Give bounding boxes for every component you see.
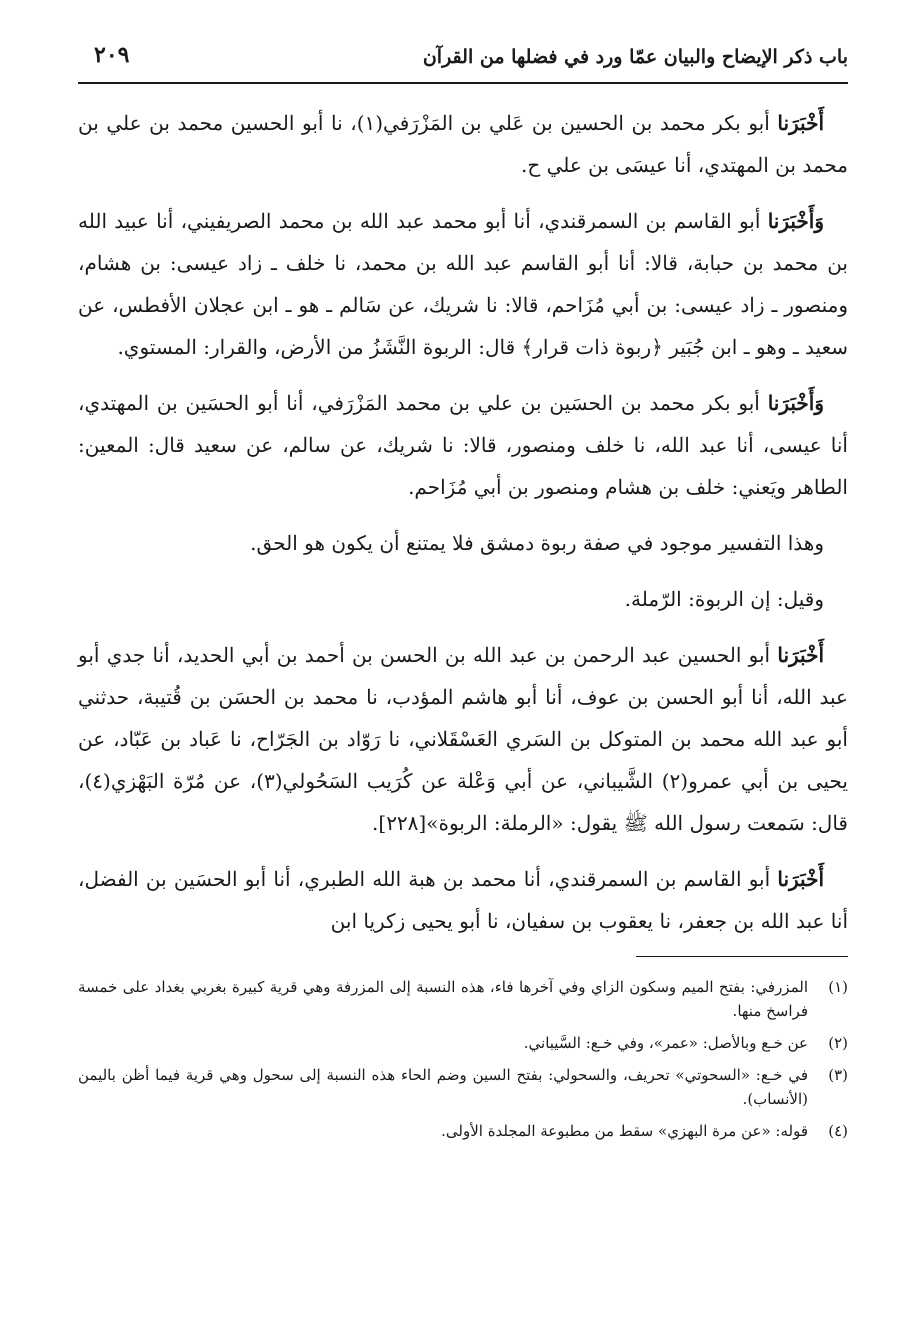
page-number: ٢٠٩ [94, 42, 130, 68]
paragraph [78, 634, 848, 844]
paragraph-lead: أَخْبَرَنا [777, 867, 824, 891]
main-text [78, 102, 848, 942]
footnote-number: (٢) [828, 1034, 848, 1052]
paragraph-text: أبو القاسم بن السمرقندي، أنا أبو محمد عبد الله بن محمد الصريفيني، أنا عبيد الله بن محمد بن حبابة، قالا: أنا أبو القاسم عبد الله بن محمد، نا خلف ـ زاد عيسى: بن هشام، ومنصور ـ زاد عيسى: بن أبي مُزَاحم، قالا: نا شريك، عن سَالم ـ هو ـ ابن عجلان الأفطس، عن سعيد ـ وهو ـ ابن جُبَير ﴿ربوة ذات قرار﴾ قال: الربوة النَّشَزُ من الأرض، والقرار: المستوي. [78, 209, 848, 359]
footnote-text: في خـع: «السحوتي» تحريف، والسحولي: بفتح السين وضم الحاء هذه النسبة إلى سحول وهي قرية فيما أظن باليمن (الأنساب). [78, 1066, 808, 1108]
paragraph-lead: وَأَخْبَرَنا [767, 209, 824, 233]
chapter-title: باب ذكر الإيضاح والبيان عمّا ورد في فضلها من القرآن [422, 46, 848, 68]
footnote-number: (٤) [828, 1122, 848, 1140]
book-page [78, 38, 848, 1151]
paragraph-text: أبو القاسم بن السمرقندي، أنا محمد بن هبة الله الطبري، أنا أبو الحسَين بن الفضل، أنا عبد الله بن جعفر، نا يعقوب بن سفيان، نا أبو يحيى زكريا ابن [78, 867, 848, 933]
footnote [78, 1031, 848, 1055]
paragraph-text: أبو بكر محمد بن الحسَين بن علي بن محمد المَزْرَفي، أنا أبو الحسَين بن المهتدي، أنا عيسى، أنا عبد الله، نا خلف ومنصور، قالا: نا شريك، عن سالم، عن سعيد قال: المعين: الطاهر ويَعني: خلف بن هشام ومنصور بن أبي مُزَاحم. [78, 391, 848, 499]
footnote-number: (١) [828, 978, 848, 996]
paragraph [78, 102, 848, 186]
paragraph-text: أبو الحسين عبد الرحمن بن عبد الله بن الحسن بن أحمد بن أبي الحديد، أنا جدي أبو عبد الله، أنا أبو الحسن بن عوف، أنا أبو هاشم المؤدب، نا محمد بن الحسَن بن قُتيبة، حدثني أبو عبد الله محمد بن المتوكل بن السَري العَسْقَلاني، نا رَوّاد بن الجَرّاح، نا عَباد بن عَبّاد، عن يحيى بن أبي عمرو(٢) الشَّيباني، عن أبي وَعْلة عن كُرَيب السَحُولي(٣)، عن مُرّة البَهْزي(٤)، قال: سَمعت رسول الله ﷺ يقول: «الرملة: الربوة»[٢٢٨]. [78, 643, 848, 835]
paragraph [78, 200, 848, 368]
footnote [78, 1063, 848, 1111]
footnote-text: قوله: «عن مرة البهزي» سقط من مطبوعة المجلدة الأولى. [441, 1122, 808, 1140]
footnote [78, 1119, 848, 1143]
page-header [78, 38, 848, 84]
paragraph [78, 522, 848, 564]
paragraph-lead: أَخْبَرَنا [777, 111, 824, 135]
paragraph-lead: أَخْبَرَنا [777, 643, 824, 667]
paragraph-lead: وَأَخْبَرَنا [767, 391, 824, 415]
paragraph [78, 382, 848, 508]
paragraph [78, 858, 848, 942]
footnote-divider [636, 956, 848, 957]
paragraph-text: وهذا التفسير موجود في صفة ربوة دمشق فلا يمتنع أن يكون هو الحق. [250, 531, 824, 555]
footnote-number: (٣) [828, 1066, 848, 1084]
footnotes [78, 975, 848, 1143]
footnote [78, 975, 848, 1023]
footnote-text: المزرفي: بفتح الميم وسكون الزاي وفي آخرها فاء، هذه النسبة إلى المزرفة وهي قرية كبيرة بغربي بغداد على خمسة فراسخ منها. [78, 978, 808, 1020]
footnote-text: عن خـع وبالأصل: «عمر»، وفي خـع: السَّيباني. [523, 1034, 808, 1052]
paragraph-text: أبو بكر محمد بن الحسين بن عَلي بن المَزْرَفي(١)، نا أبو الحسين محمد بن علي بن محمد بن المهتدي، أنا عيسَى بن علي ح. [78, 111, 848, 177]
paragraph [78, 578, 848, 620]
paragraph-text: وقيل: إن الربوة: الرّملة. [624, 587, 824, 611]
